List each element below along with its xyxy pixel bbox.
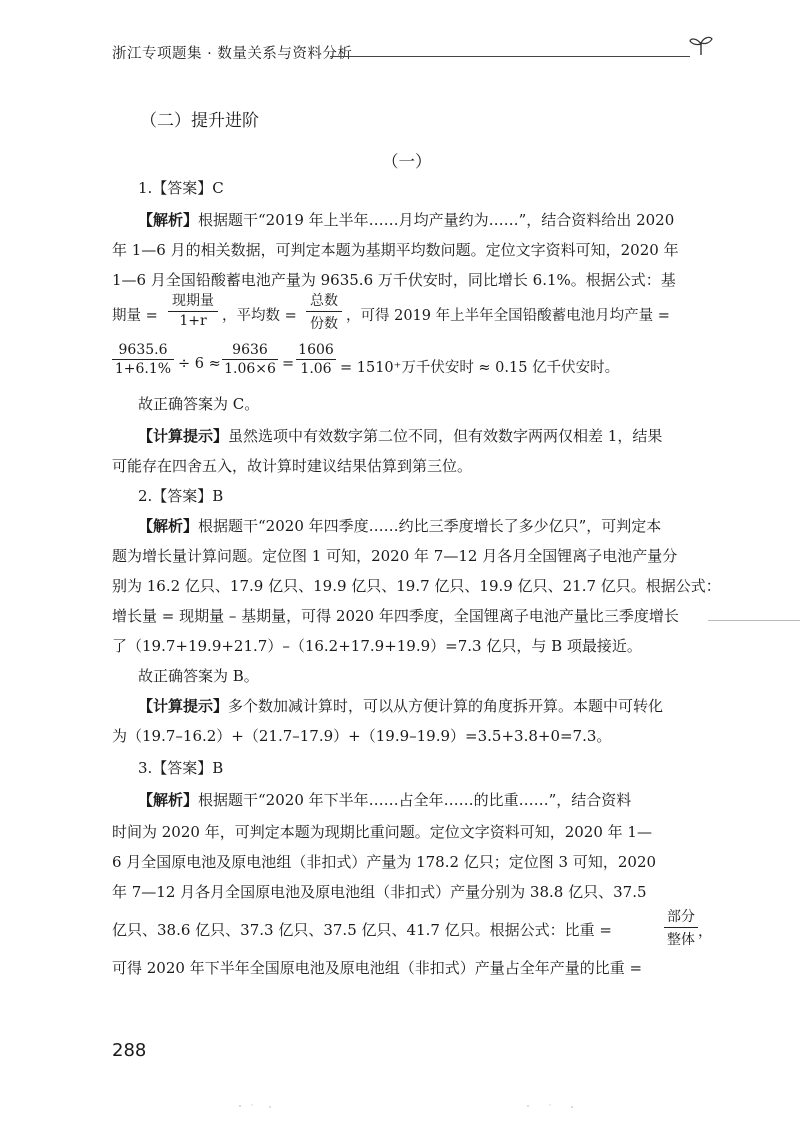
q1-tip-text: 虽然选项中有效数字第二位不同，但有效数字两两仅相差 1，结果 [228,427,663,445]
formula-base: 期量 = [112,308,158,324]
q2-tip-line [138,696,734,716]
q3-answer: 3.【答案】B [138,759,224,777]
q2-conclusion: 故正确答案为 B。 [138,667,259,685]
analysis-label: 【解析】 [138,517,199,535]
fraction-calc-3 [296,342,336,377]
fraction-numerator: 9636 [222,342,278,360]
q3-line: 6 月全国原电池及原电池组（非扣式）产量为 178.2 亿只；定位图 3 可知，2020 [112,853,657,871]
fraction-average [306,290,342,333]
q3-analysis-text: 根据题干“2020 年下半年……占全年……的比重……”，结合资料 [198,791,632,809]
fraction-denominator: 1+r [179,313,207,329]
fraction-numerator: 现期量 [168,290,218,312]
calc-result: = 1510⁺万千伏安时 ≈ 0.15 亿千伏安时。 [340,360,620,376]
q1-line: 1—6 月全国铅酸蓄电池产量为 9635.6 万千伏安时，同比增长 6.1%。根据公式：基 [112,271,676,289]
q3-analysis-line [138,790,734,810]
running-header: 浙江专项题集 · 数量关系与资料分析 [112,46,353,62]
q1-line: 年 1—6 月的相关数据，可判定本题为基期平均数问题。定位文字资料可知，2020 年 [112,241,679,259]
q2-tip-text: 多个数加减计算时，可以从方便计算的角度拆开算。本题中可转化 [228,697,664,715]
fraction-calc-2 [222,342,278,377]
tip-label: 【计算提示】 [138,427,229,445]
fraction-numerator: 部分 [664,906,698,928]
formula-rest: ，可得 2019 年上半年全国铅酸蓄电池月均产量 = [346,308,670,324]
fraction-denominator: 1.06 [300,361,332,377]
page-number: 288 [112,1040,147,1061]
q3-line: 亿只、38.6 亿只、37.3 亿只、37.5 亿只、41.7 亿只。根据公式：比重 = [112,921,613,939]
fraction-denominator: 1+6.1% [114,361,172,377]
q2-line: 了（19.7+19.9+21.7）–（16.2+17.9+19.9）=7.3 亿只，与 B 项最接近。 [112,637,642,655]
q1-tip-line: 可能存在四舍五入，故计算时建议结果估算到第三位。 [112,457,473,475]
scan-noise [230,1102,310,1110]
q1-answer: 1.【答案】C [138,179,224,197]
tip-label: 【计算提示】 [138,697,229,715]
sprout-icon [688,34,714,56]
fraction-denominator: 整体 [667,932,695,948]
q2-line: 增长量 = 现期量 – 基期量，可得 2020 年四季度，全国锂离子电池产量比三季度增长 [112,607,679,625]
fraction-numerator: 9635.6 [112,342,174,360]
subsection-label: （一） [382,152,432,171]
fraction-base-period [168,290,218,329]
scan-noise [520,1102,600,1110]
fraction-denominator: 1.06×6 [224,361,276,377]
fraction-calc-1 [112,342,174,377]
formula-tail: ， [698,924,713,940]
section-title: （二）提升进阶 [140,111,259,131]
header-rule [330,56,690,57]
q2-line: 题为增长量计算问题。定位图 1 可知，2020 年 7—12 月各月全国锂离子电池产量分 [112,547,678,565]
fraction-numerator: 总数 [306,290,342,312]
analysis-label: 【解析】 [138,211,199,229]
fraction-denominator: 份数 [310,316,338,332]
q1-tip-line [138,426,734,446]
analysis-label: 【解析】 [138,791,199,809]
calc-operator: ÷ 6 ≈ [178,356,221,372]
fraction-numerator: 1606 [296,342,336,360]
calc-operator: = [282,356,295,372]
fraction-proportion [664,906,698,949]
page-edge-mark [708,620,800,621]
q2-tip-line: 为（19.7–16.2）+（21.7–17.9）+（19.9–19.9）=3.5+3.8+0=7.3。 [112,727,612,745]
q3-line: 时间为 2020 年，可判定本题为现期比重问题。定位文字资料可知，2020 年 1— [112,823,652,841]
q3-line: 年 7—12 月各月全国原电池及原电池组（非扣式）产量分别为 38.8 亿只、37.5 [112,883,647,901]
q1-conclusion: 故正确答案为 C。 [138,395,260,413]
q1-analysis-line [138,210,734,230]
q2-line: 别为 16.2 亿只、17.9 亿只、19.9 亿只、19.7 亿只、19.9 亿只、21.7 亿只。根据公式： [112,577,721,595]
q2-analysis-text: 根据题干“2020 年四季度……约比三季度增长了多少亿只”，可判定本 [198,517,662,535]
formula-average: ，平均数 = [222,308,297,324]
q1-analysis-text: 根据题干“2019 年上半年……月均产量约为……”，结合资料给出 2020 [198,211,675,229]
q2-analysis-line [138,516,734,536]
q2-answer: 2.【答案】B [138,487,224,505]
q3-line: 可得 2020 年下半年全国原电池及原电池组（非扣式）产量占全年产量的比重 = [112,959,643,977]
